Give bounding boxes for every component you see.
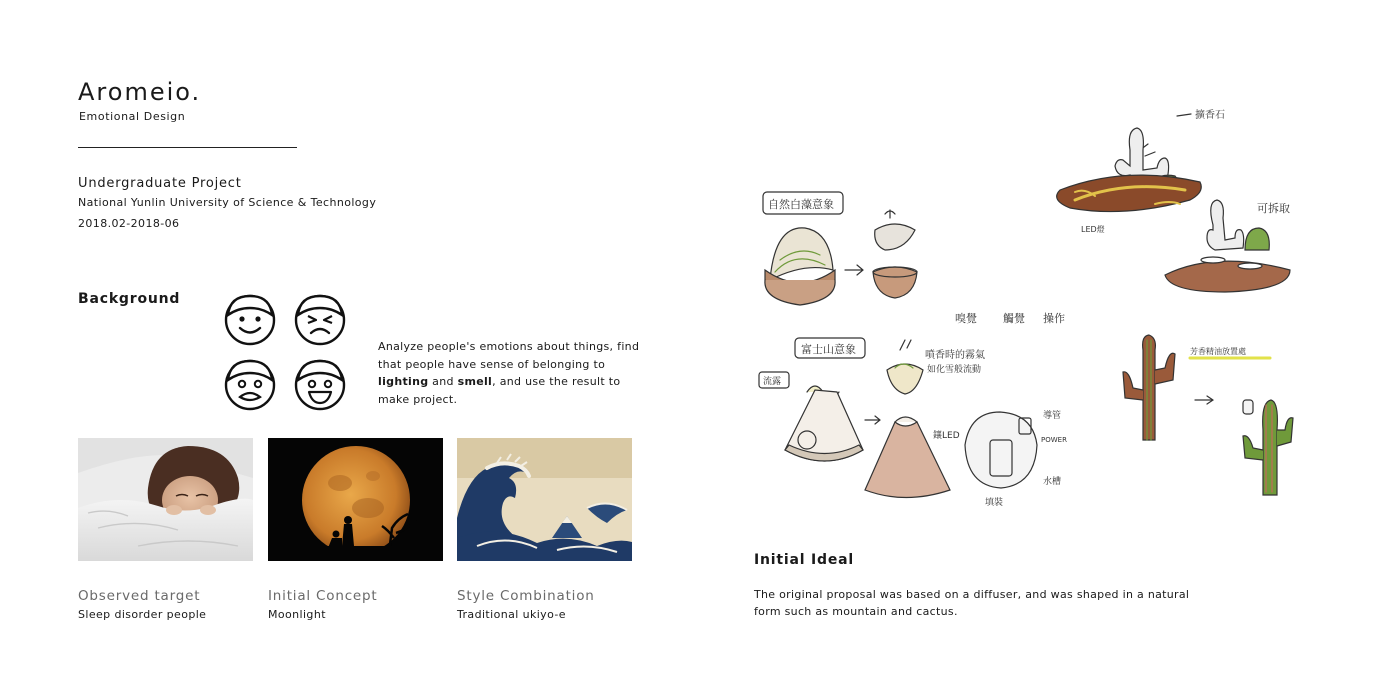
sleeping-person-photo [78, 438, 253, 561]
smiling-face-icon [218, 286, 282, 350]
label-led: 鑲LED [933, 431, 960, 441]
background-description: Analyze people's emotions about things, find that people have sense of belonging to lighting and smell, and use the result to make project. [378, 340, 640, 406]
keyword-lighting: lighting [378, 375, 429, 389]
project-type: Undergraduate Project [78, 176, 242, 191]
header-divider [78, 147, 297, 148]
label-power: POWER [1041, 436, 1067, 444]
label-spray-2: 如化雪般流動 [927, 365, 982, 375]
caption-title-3: Style Combination [457, 588, 595, 604]
caption-subtitle-1: Sleep disorder people [78, 608, 207, 621]
label-spray: 噴香時的霧氣 [925, 350, 985, 361]
project-dates: 2018.02-2018-06 [78, 217, 180, 230]
label-fill: 填裝 [985, 498, 1004, 508]
project-subtitle: Emotional Design [79, 110, 186, 123]
caption-title-1: Observed target [78, 588, 201, 604]
label-water: 水槽 [1043, 477, 1062, 487]
worried-face-icon [218, 351, 282, 415]
label-tube: 導管 [1043, 411, 1062, 421]
label-smell: 嗅覺 [955, 312, 977, 325]
initial-ideal-description: The original proposal was based on a diffuser, and was shaped in a natural form such as mountain and cactus. [754, 588, 1190, 618]
initial-ideal-heading: Initial Ideal [754, 552, 854, 568]
label-fuji: 富士山意象 [801, 343, 856, 356]
caption-subtitle-2: Moonlight [268, 608, 326, 621]
label-led-lamp: LED燈 [1081, 225, 1105, 234]
angry-face-icon [288, 286, 352, 350]
keyword-smell: smell [457, 375, 493, 389]
concept-sketches [745, 100, 1325, 520]
label-expand: 擴香石 [1195, 110, 1225, 121]
label-touch: 觸覺 [1003, 312, 1025, 325]
label-operate: 操作 [1043, 312, 1065, 325]
project-title: Aromeio. [78, 78, 202, 106]
caption-subtitle-3: Traditional ukiyo-e [457, 608, 566, 621]
ukiyo-e-wave-image [457, 438, 632, 561]
background-heading: Background [78, 291, 181, 307]
label-natural: 自然白藻意象 [768, 198, 834, 211]
moonlight-photo [268, 438, 443, 561]
university-name: National Yunlin University of Science & Technology [78, 196, 377, 209]
laughing-face-icon [288, 351, 352, 415]
label-detachable: 可拆取 [1257, 202, 1290, 215]
label-cactus-note: 芳香精油放置處 [1190, 347, 1246, 356]
caption-title-2: Initial Concept [268, 588, 378, 604]
label-flow: 流露 [763, 377, 782, 387]
